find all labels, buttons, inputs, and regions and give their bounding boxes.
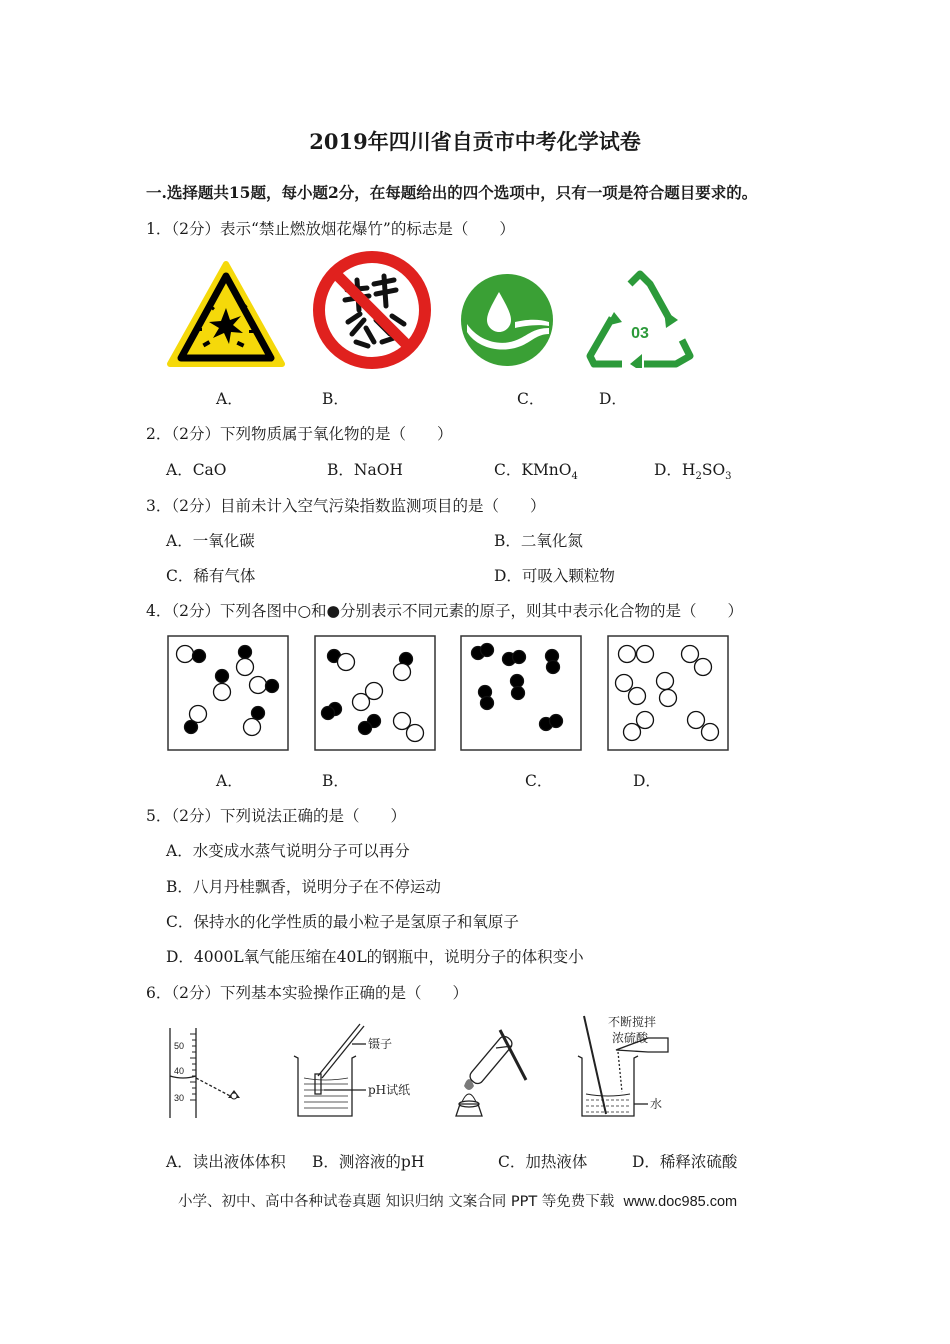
recycle-number: 03 <box>631 325 649 342</box>
cylinder-tick-40: 40 <box>174 1066 185 1076</box>
q1-label-a[interactable]: A． <box>216 390 243 408</box>
dilute-acid-figure[interactable] <box>572 1012 682 1124</box>
q4-label-d[interactable]: D． <box>633 772 661 790</box>
q1-label-b[interactable]: B． <box>322 390 349 408</box>
q2-option-d[interactable]: D．$H_2SO_3$ <box>654 461 732 483</box>
page-title: 2019年四川省自贡市中考化学试卷 <box>309 129 641 154</box>
question-3-stem: 3．（2分）目前未计入空气污染指数监测项目的是（ ） <box>146 497 546 515</box>
question-2-stem: 2．（2分）下列物质属于氧化物的是（ ） <box>146 425 453 443</box>
ph-test-figure[interactable] <box>290 1018 420 1122</box>
cylinder-tick-50: 50 <box>174 1041 185 1051</box>
q6-option-b[interactable]: B．测溶液的pH <box>312 1153 425 1171</box>
q2-option-a[interactable]: A．CaO <box>166 461 227 479</box>
q4-label-b[interactable]: B． <box>322 772 349 790</box>
q2-option-b[interactable]: B．NaOH <box>327 461 403 479</box>
explosive-warning-icon[interactable] <box>165 258 287 370</box>
water-label: 水 <box>650 1097 663 1111</box>
footer-text: 小学、初中、高中各种试卷真题 知识归纳 文案合同 PPT 等免费下载 <box>178 1194 615 1210</box>
q5-option-a[interactable]: A．水变成水蒸气说明分子可以再分 <box>166 842 410 860</box>
molecule-diagram-c[interactable] <box>460 635 582 751</box>
q6-option-d[interactable]: D．稀释浓硫酸 <box>632 1153 738 1171</box>
footer-site-link[interactable]: www.doc985.com <box>623 1194 738 1210</box>
tweezers-label: 镊子 <box>368 1037 393 1051</box>
question-1-stem: 1．（2分）表示“禁止燃放烟花爆竹”的标志是（ ） <box>146 220 515 238</box>
section-heading: 一.选择题共15题，每小题2分，在每题给出的四个选项中，只有一项是符合题目要求的。 <box>146 183 758 202</box>
q5-option-c[interactable]: C．保持水的化学性质的最小粒子是氢原子和氧原子 <box>166 913 519 931</box>
q3-option-d[interactable]: D．可吸入颗粒物 <box>494 567 615 585</box>
cylinder-tick-30: 30 <box>174 1093 185 1103</box>
q3-option-b[interactable]: B．二氧化氮 <box>494 532 583 550</box>
q3-option-c[interactable]: C．稀有气体 <box>166 567 256 585</box>
water-saving-logo-icon[interactable] <box>459 272 555 368</box>
q1-label-d[interactable]: D． <box>599 390 627 408</box>
no-fireworks-sign-icon[interactable] <box>312 250 432 370</box>
question-4-stem: 4．（2分）下列各图中○和●分别表示不同元素的原子，则其中表示化合物的是（ ） <box>146 602 744 620</box>
stir-label: 不断搅拌 <box>608 1015 657 1029</box>
question-5-stem: 5．（2分）下列说法正确的是（ ） <box>146 807 406 825</box>
molecule-diagram-d[interactable] <box>607 635 729 751</box>
graduated-cylinder-figure[interactable] <box>164 1024 254 1120</box>
q4-label-a[interactable]: A． <box>216 772 243 790</box>
recycle-symbol-icon[interactable] <box>586 270 694 368</box>
acid-label: 浓硫酸 <box>612 1031 649 1045</box>
q2-option-c[interactable]: C．KMnO$_4$ <box>494 461 578 483</box>
q4-label-c[interactable]: C． <box>525 772 553 790</box>
q6-option-c[interactable]: C．加热液体 <box>498 1153 588 1171</box>
molecule-diagram-b[interactable] <box>314 635 436 751</box>
q6-option-a[interactable]: A．读出液体体积 <box>166 1153 286 1171</box>
molecule-diagram-a[interactable] <box>167 635 289 751</box>
q1-label-c[interactable]: C． <box>517 390 545 408</box>
ph-paper-label: pH试纸 <box>368 1083 411 1097</box>
heating-liquid-figure[interactable] <box>440 1024 540 1120</box>
q5-option-d[interactable]: D．4000L氧气能压缩在40L的钢瓶中，说明分子的体积变小 <box>166 948 584 966</box>
question-6-stem: 6．（2分）下列基本实验操作正确的是（ ） <box>146 984 468 1002</box>
footer <box>178 1190 737 1211</box>
q3-option-a[interactable]: A．一氧化碳 <box>166 532 255 550</box>
q5-option-b[interactable]: B．八月丹桂飘香，说明分子在不停运动 <box>166 878 441 896</box>
